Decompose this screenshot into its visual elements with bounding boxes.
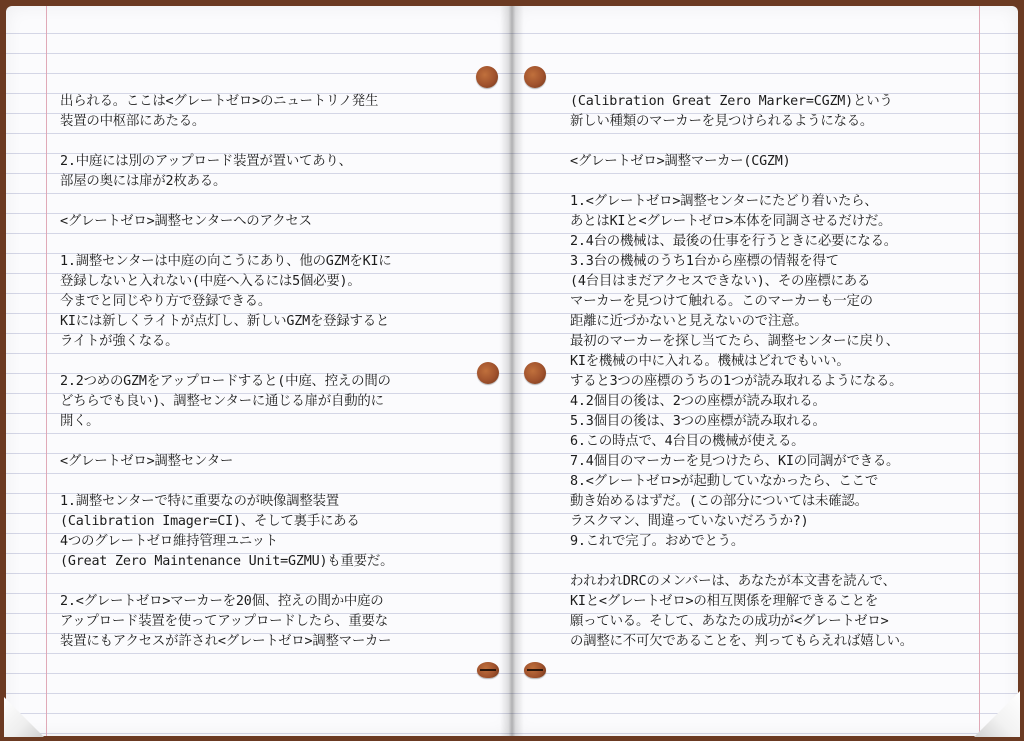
text-line: 4つのグレートゼロ維持管理ユニット xyxy=(60,534,278,549)
text-line: 6.この時点で、4台目の機械が使える。 xyxy=(570,434,805,449)
binding-hole xyxy=(524,362,546,384)
binding-hole xyxy=(524,662,546,678)
text-line xyxy=(570,552,913,572)
text-line: 1.<グレートゼロ>調整センターにたどり着いたら、 xyxy=(570,194,878,209)
text-line: 4.2個目の後は、2つの座標が読み取れる。 xyxy=(570,394,826,409)
text-line xyxy=(60,132,393,152)
text-line xyxy=(570,132,913,152)
binding-hole xyxy=(477,662,499,678)
text-line: 7.4個目のマーカーを見つけたら、KIの同調ができる。 xyxy=(570,454,900,469)
text-line: 願っている。そして、あなたの成功が<グレートゼロ> xyxy=(570,614,889,629)
text-line: 2.<グレートゼロ>マーカーを20個、控えの間か中庭の xyxy=(60,594,384,609)
text-line: 1.調整センターは中庭の向こうにあり、他のGZMをKIに xyxy=(60,254,392,269)
text-line: 距離に近づかないと見えないので注意。 xyxy=(570,314,808,329)
text-line: 装置にもアクセスが許され<グレートゼロ>調整マーカー xyxy=(60,634,392,649)
text-line: (4台目はまだアクセスできない)、その座標にある xyxy=(570,274,871,289)
text-line: 動き始めるはずだ。(この部分については未確認。 xyxy=(570,494,868,509)
text-line: <グレートゼロ>調整マーカー(CGZM) xyxy=(570,154,791,169)
text-line: マーカーを見つけて触れる。このマーカーも一定の xyxy=(570,294,873,309)
text-line: 8.<グレートゼロ>が起動していなかったら、ここで xyxy=(570,474,879,489)
text-line: KIを機械の中に入れる。機械はどれでもいい。 xyxy=(570,354,850,369)
text-line: の調整に不可欠であることを、判ってもらえれば嬉しい。 xyxy=(570,634,913,649)
text-line: 出られる。ここは<グレートゼロ>のニュートリノ発生 xyxy=(60,94,379,109)
text-line: (Calibration Imager=CI)、そして裏手にある xyxy=(60,514,360,529)
text-line: 部屋の奥には扉が2枚ある。 xyxy=(60,174,227,189)
text-line xyxy=(60,472,393,492)
text-line: <グレートゼロ>調整センター xyxy=(60,454,234,469)
binding-hole xyxy=(477,362,499,384)
left-margin-line xyxy=(46,6,47,736)
text-line: すると3つの座標のうちの1つが読み取れるようになる。 xyxy=(570,374,903,389)
right-page-text xyxy=(570,92,913,652)
text-line xyxy=(60,572,393,592)
text-line: (Calibration Great Zero Marker=CGZM)という xyxy=(570,94,893,109)
text-line: 2.2つめのGZMをアップロードすると(中庭、控えの間の xyxy=(60,374,391,389)
text-line: 9.これで完了。おめでとう。 xyxy=(570,534,745,549)
text-line: 新しい種類のマーカーを見つけられるようになる。 xyxy=(570,114,874,129)
text-line xyxy=(570,172,913,192)
text-line: (Great Zero Maintenance Unit=GZMU)も重要だ。 xyxy=(60,554,394,569)
text-line: われわれDRCのメンバーは、あなたが本文書を読んで、 xyxy=(570,574,896,589)
text-line xyxy=(60,232,393,252)
text-line: 開く。 xyxy=(60,414,100,429)
text-line: 2.中庭には別のアップロード装置が置いてあり、 xyxy=(60,154,352,169)
text-line: アップロード装置を使ってアップロードしたら、重要な xyxy=(60,614,388,629)
text-line: 装置の中枢部にあたる。 xyxy=(60,114,206,129)
text-line xyxy=(60,432,393,452)
text-line: KIと<グレートゼロ>の相互関係を理解できることを xyxy=(570,594,879,609)
text-line: <グレートゼロ>調整センターへのアクセス xyxy=(60,214,312,229)
text-line: 1.調整センターで特に重要なのが映像調整装置 xyxy=(60,494,339,509)
text-line: ライトが強くなる。 xyxy=(60,334,179,349)
text-line: あとはKIと<グレートゼロ>本体を同調させるだけだ。 xyxy=(570,214,892,229)
text-line: 最初のマーカーを探し当てたら、調整センターに戻り、 xyxy=(570,334,899,349)
text-line xyxy=(60,352,393,372)
binding-hole xyxy=(476,66,498,88)
binding-hole xyxy=(524,66,546,88)
text-line: 2.4台の機械は、最後の仕事を行うときに必要になる。 xyxy=(570,234,897,249)
right-margin-line xyxy=(979,6,980,736)
book-spine xyxy=(500,6,524,736)
text-line: 5.3個目の後は、3つの座標が読み取れる。 xyxy=(570,414,826,429)
text-line: 3.3台の機械のうち1台から座標の情報を得て xyxy=(570,254,839,269)
text-line: どちらでも良い)、調整センターに通じる扉が自動的に xyxy=(60,394,384,409)
text-line: KIには新しくライトが点灯し、新しいGZMを登録すると xyxy=(60,314,390,329)
text-line: ラスクマン、間違っていないだろうか?) xyxy=(570,514,809,529)
text-line: 登録しないと入れない(中庭へ入るには5個必要)。 xyxy=(60,274,361,289)
text-line xyxy=(60,192,393,212)
left-page-text xyxy=(60,92,393,652)
text-line: 今までと同じやり方で登録できる。 xyxy=(60,294,272,309)
